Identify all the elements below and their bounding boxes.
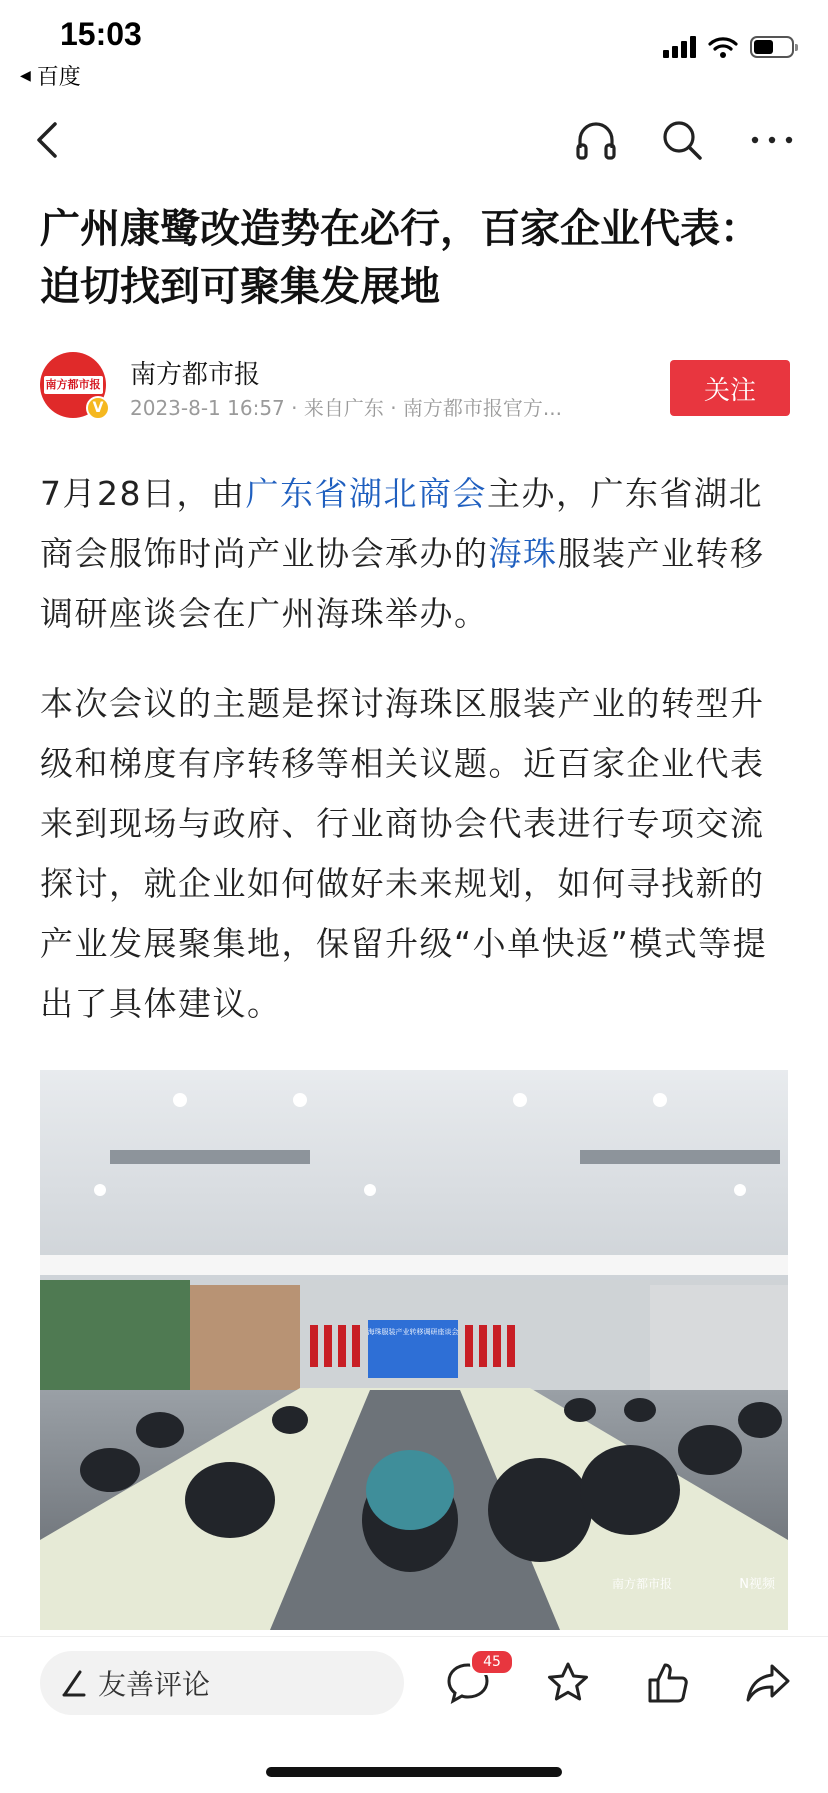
more-dots-icon [750, 134, 794, 146]
author-row [40, 352, 790, 422]
paragraph-text: 服装产业转移调研座谈会在广州海珠举办。 [40, 534, 765, 633]
article-title: 广州康鹭改造势在必行，百家企业代表：迫切找到可聚集发展地 [40, 206, 760, 310]
share-button[interactable] [740, 1655, 796, 1711]
wifi-icon [708, 36, 738, 58]
headphones-icon [574, 118, 618, 162]
battery-icon [750, 36, 794, 58]
link-haizhu[interactable]: 海珠 [488, 534, 558, 573]
status-bar [0, 0, 828, 92]
comments-button[interactable] [440, 1654, 501, 1711]
pen-icon [62, 1669, 86, 1697]
back-arrow-icon [33, 120, 63, 160]
search-icon [660, 118, 704, 162]
search-button[interactable] [654, 112, 710, 168]
comment-input[interactable] [40, 1651, 404, 1715]
comment-placeholder: 友善评论 [98, 1668, 211, 1701]
listen-button[interactable] [568, 112, 624, 168]
like-button[interactable] [640, 1655, 696, 1711]
thumbs-up-icon [645, 1660, 691, 1706]
photo-watermark-video: N视频 [739, 1577, 775, 1592]
meeting-room-photo [40, 1070, 788, 1630]
follow-button[interactable]: 关注 [670, 360, 790, 416]
article-photo[interactable] [40, 1070, 788, 1630]
back-app-label: 百度 [36, 65, 81, 90]
verified-badge-icon: V [86, 396, 110, 420]
nav-bar [0, 100, 828, 180]
author-logo: 南方都市报 [44, 376, 103, 394]
status-time: 15:03 [60, 16, 142, 52]
comment-count-badge: 45 [470, 1649, 514, 1675]
back-to-app-button[interactable] [20, 60, 81, 91]
star-icon [545, 1660, 591, 1706]
author-name[interactable]: 南方都市报 [130, 360, 261, 390]
status-icons [663, 36, 794, 58]
paragraph-text: 7月28日，由 [40, 474, 246, 513]
home-indicator[interactable] [266, 1767, 562, 1777]
cellular-signal-icon [663, 36, 696, 58]
more-button[interactable] [744, 112, 800, 168]
paragraph-text: 主办，广东省湖北商会服饰时尚产业协会承办的 [40, 474, 763, 573]
favorite-button[interactable] [540, 1655, 596, 1711]
article-meta: 2023-8-1 16:57 · 来自广东 · 南方都市报官方... [130, 396, 562, 420]
share-arrow-icon [744, 1661, 792, 1705]
screen-title: 海珠服装产业转移调研座谈会 [367, 1328, 459, 1336]
link-hubei-chamber[interactable]: 广东省湖北商会 [245, 474, 487, 513]
photo-watermark-brand: 南方都市报 [611, 1577, 672, 1591]
back-triangle-icon: ◀ [20, 67, 31, 84]
article-paragraph-1 [40, 464, 792, 644]
bottom-action-bar [0, 1636, 828, 1793]
article-paragraph-2: 本次会议的主题是探讨海珠区服装产业的转型升级和梯度有序转移等相关议题。近百家企业代表来到现场与政府、行业商协会代表进行专项交流探讨，就企业如何做好未来规划，如何寻找新的产业发展聚集地，保留升级“小单快返”模式等提出了具体建议。 [40, 684, 768, 1023]
back-button[interactable] [20, 112, 76, 168]
